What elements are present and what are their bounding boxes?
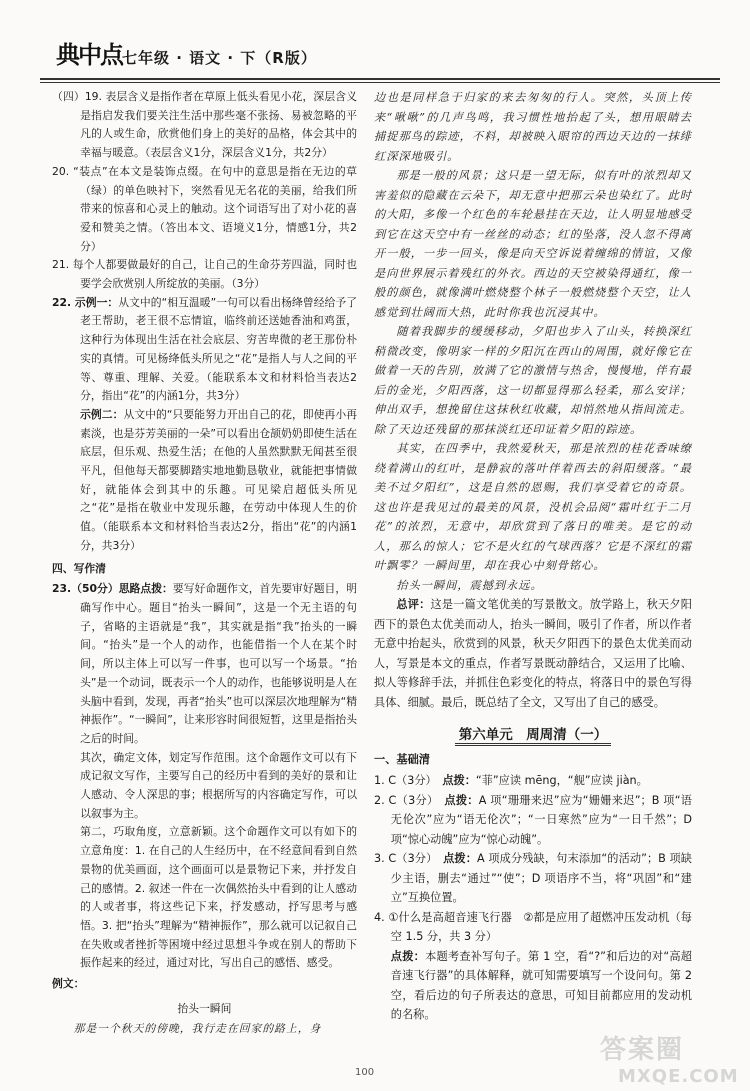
answer-4-tip-text: 本题考查补写句子。第 1 空，看“?”和后边的对“高超音速飞行器”的具体解释，就可知需要填写一个设问句。第 2 空，看后边的句子所表达的意思，可知目前都应用的发动机的名称。 bbox=[390, 949, 692, 1021]
essay-paragraph-2: 那是一般的风景；这只是一望无际，似有叶的浓烈却又害羞似的隐藏在云朵下，却无意中把那云朵也染红了。此时的大阳，多像一个红色的车轮悬挂在天边，让人明显地感受到它在这天空中有一丝丝的动态；红的坠落，没人忽不得离开一般，一步一回头，像是向天空诉说着缠绵的情谊，又像是向世界展示着残红的外衣。西边的天空被染得通红，像一般的颜色，就像满叶燃烧整个林子一般燃烧整个天空，让人感觉到壮阔而大热，此时你我也沉浸其中。 bbox=[374, 169, 692, 319]
left-column bbox=[52, 88, 357, 1039]
essay-paragraph-3: 随着我脚步的缓缓移动，夕阳也步入了山头，转换深红稍微改变，像明家一样的夕阳沉在西山的周围，就好像它在做着一天的告别，放满了它的激情与热舍，慢慢地，伴有最后的金光，夕阳西落，这一切都显得那么轻柔，那么安详；伸出双手，想挽留住这抹秋红收藏，却悄然地从指间流走。除了天边还残留的那抹淡红还印证着夕阳的踪迹。 bbox=[374, 325, 692, 436]
answer-20: 20. “装点”在本文是装饰点缀。在句中的意思是指在无边的草（绿）的单色映衬下，突然看见无名花的美丽，给我们所带来的惊喜和心灵上的触动。这个词语写出了对小花的喜爱和赞美之情。（答出本文、语境义1分，情感1分，共2分） bbox=[52, 164, 357, 253]
summary-label: 总评： bbox=[396, 598, 431, 611]
essay-first-line: 那是一个秋天的傍晚，我行走在回家的路上，身 bbox=[73, 1022, 322, 1036]
answer-23-genre: 其次，确定文体，划定写作范围。这个命题作文可以有下成记叙文写作，主要写自己的经历中看到的美好的景和让人感动、令人深思的事；根据所写的内容确定写作，可以以叙事为主。 bbox=[80, 750, 357, 820]
summary-text: 这是一篇文笔优美的写景散文。放学路上，秋天夕阳西下的景色太优美而动人，抬头一瞬间，吸引了作者，所以作者无意中抬起头，欣赏到的风景，秋天夕阳西下的景色太优美而动人，写景是本文的重点，作者写景既动静结合，又运用了比喻、拟人等修辞手法，并抓住色彩变化的特点，将落日中的景色写得具体、细腻。最后，既总结了全文，又写出了自己的感受。 bbox=[374, 598, 692, 709]
section-basics: 一、基础清 bbox=[374, 752, 430, 766]
answer-1-tip: “菲”应读 mēng，“舰”应读 jiàn。 bbox=[475, 774, 648, 787]
answer-23-angle: 第二，巧取角度，立意新颖。这个命题作文可以有如下的立意角度：1. 在自己的人生经历中，在不经意间看到自然景物的优美画面，这个画面可以是景物记下来，并抒发自己的感情。2. 叙述一件在一次偶然抬头中看到的让人感动的人或者事，将这些记下来，抒发感动，抒写思考与感悟。3. 把“抬头”理解为“精神振作”，那么就可以记叙自己在失败或者挫折等困境中经过思想斗争或在别人的帮助下振作起来的经过，通过对比，写出自己的感悟、感受。 bbox=[80, 825, 357, 970]
summary bbox=[374, 595, 692, 712]
answer-23 bbox=[52, 580, 357, 748]
answer-21: 21. 每个人都要做最好的自己，让自己的生命芬芳四溢，同时也要学会欣赏别人所绽放的美丽。（3分） bbox=[52, 258, 357, 291]
essay-closing: 抬头一瞬间，震撼到永远。 bbox=[396, 578, 543, 592]
answer-2-tip-label: 点拨： bbox=[444, 793, 479, 807]
answer-2-choice: 2. C（3分） bbox=[374, 793, 433, 807]
page-header bbox=[40, 42, 720, 76]
watermark: 答案圈 bbox=[600, 1035, 685, 1065]
example-2-text: 从文中的“只要能努力开出自己的花，即使再小再素淡，也是芬芳美丽的一朵”可以看出仓颉奶奶即使生活在底层，但乐观、热爱生活；在他的人虽然默默无闻甚至很平凡，但他每天都要脚踏实地地勤恳敬业，就能把事情做好，就能体会到其中的乐趣。可见梁启超低头所见之“花”是指在敬业中发现乐趣，在劳动中体现人生的价值。（能联系本文和材料恰当表达2分，指出“花”的内涵1分，共3分） bbox=[80, 407, 358, 552]
answer-1-choice: 1. C（3分） bbox=[374, 774, 432, 787]
right-column bbox=[374, 88, 692, 1025]
example-2-label: 示例二： bbox=[80, 407, 124, 421]
answer-3-choice: 3. C（3分） bbox=[374, 852, 432, 865]
answer-4-tip bbox=[374, 947, 692, 1025]
answer-1 bbox=[374, 771, 692, 791]
header-rule bbox=[40, 78, 720, 80]
answer-2-tip: A 项“珊珊来迟”应为“姗姗来迟”；B 项“语无伦次”应为“语无伦次”；“一日寒然”应为“一日千然”；D 项“惊心动魄”应为“惊心动魄”。 bbox=[390, 793, 693, 846]
essay-title: 抬头一瞬间 bbox=[177, 1001, 232, 1015]
unit-title-text: 第六单元 周周清（一） bbox=[455, 727, 612, 746]
answer-1-tip-label: 点拨： bbox=[442, 774, 476, 787]
example-essay-label: 例文： bbox=[52, 977, 85, 991]
answer-23-label: 23.（50分）思路点拨： bbox=[52, 582, 173, 596]
answer-3 bbox=[374, 849, 692, 908]
header-rule-thin bbox=[40, 82, 720, 83]
header-title: 七年级 · 语文 · 下（R版） bbox=[122, 49, 317, 67]
answer-22-example-2 bbox=[52, 406, 357, 556]
answer-22-example-1 bbox=[52, 294, 357, 406]
page-number: 100 bbox=[355, 1067, 375, 1078]
answer-23-text: 要写好命题作文，首先要审好题目，明确写作中心。题目“抬头一瞬间”，这是一个无主语的句子，省略的主语就是“我”，其实就是指“我”抬头的一瞬间。“抬头”是一个人的动作，也能借指一个人在某个时间，所以主体上可以写一件事，也可以写一个场景。“抬头”是一个动词，既表示一个人的动作，也能够说明是人在头脑中看到，发现，再者“抬头”也可以深层次地理解为“精神振作”。“一瞬间”，让来形容时间很短暂，这里是指抬头之后的时间。 bbox=[80, 582, 358, 745]
watermark-url: MXQE.COM bbox=[618, 1066, 739, 1087]
essay-paragraph-4: 其实，在四季中，我然爱秋天，那是浓烈的桂花香味缭绕着满山的红叶，是静寂的落叶伴着西去的斜阳缓落。“最美不过夕阳红”，这是自然的恩赐，我们享受着它的奇景。这也许是我见过的最美的风景，没机会品阅“霜叶红于二月花”的浓烈，无意中，却欣赏到了落日的唯美。是它的动人，那么的惊人；它不是火红的气球西落？它是不深红的霜叶飘零？一瞬间里，却在我心中刻骨铭心。 bbox=[374, 442, 692, 572]
answer-4-tip-label: 点拨： bbox=[390, 949, 426, 963]
essay-paragraph-1: 边也是同样急于归家的来去匆匆的行人。突然，头顶上传来“啾啾”的几声鸟鸣，我习惯性地抬起了头，想用眼睛去捕捉那鸟的踪迹，不料，却被映入眼帘的西边天边的一抹绯红深深地吸引。 bbox=[374, 91, 692, 163]
answer-2 bbox=[374, 791, 692, 850]
brand-logo: 典中点 bbox=[56, 40, 122, 69]
answer-3-tip-label: 点拨： bbox=[443, 852, 478, 865]
answer-3-tip: A 项成分残缺，句末添加“的活动”；B 项缺少主语，删去“通过”“使”；D 项语序不当，将“巩固”和“建立”互换位置。 bbox=[390, 852, 692, 904]
example-1-text: 从文中的“相互温暖”一句可以看出杨绛曾经给予了老王帮助，老王很不忘情谊，临终前还送她香油和鸡蛋，这种行为体现出生活在社会底层、穷苦卑微的老王那份朴实的真情。可见杨绛低头所见之“花”是指人与人之间的平等、尊重、理解、关爱。（能联系本文和材料恰当表达2分，指出“花”的内涵1分，共3分） bbox=[80, 295, 357, 403]
answer-19: （四）19. 表层含义是指作者在草原上低头看见小花，深层含义是指启发我们要关注生活中那些毫不张扬、易被忽略的平凡的人或生命，欣赏他们身上的美好的品格，体会其中的幸福与暖意。（表层含义1分，深层含义1分，共2分） bbox=[52, 90, 357, 160]
unit-title bbox=[374, 726, 692, 746]
example-1-label: 22. 示例一： bbox=[52, 295, 119, 309]
answer-4: 4. ①什么是高超音速飞行器 ②都是应用了超燃冲压发动机（每空 1.5 分，共 3 分） bbox=[374, 910, 692, 943]
section-writing: 四、写作清 bbox=[52, 561, 106, 575]
